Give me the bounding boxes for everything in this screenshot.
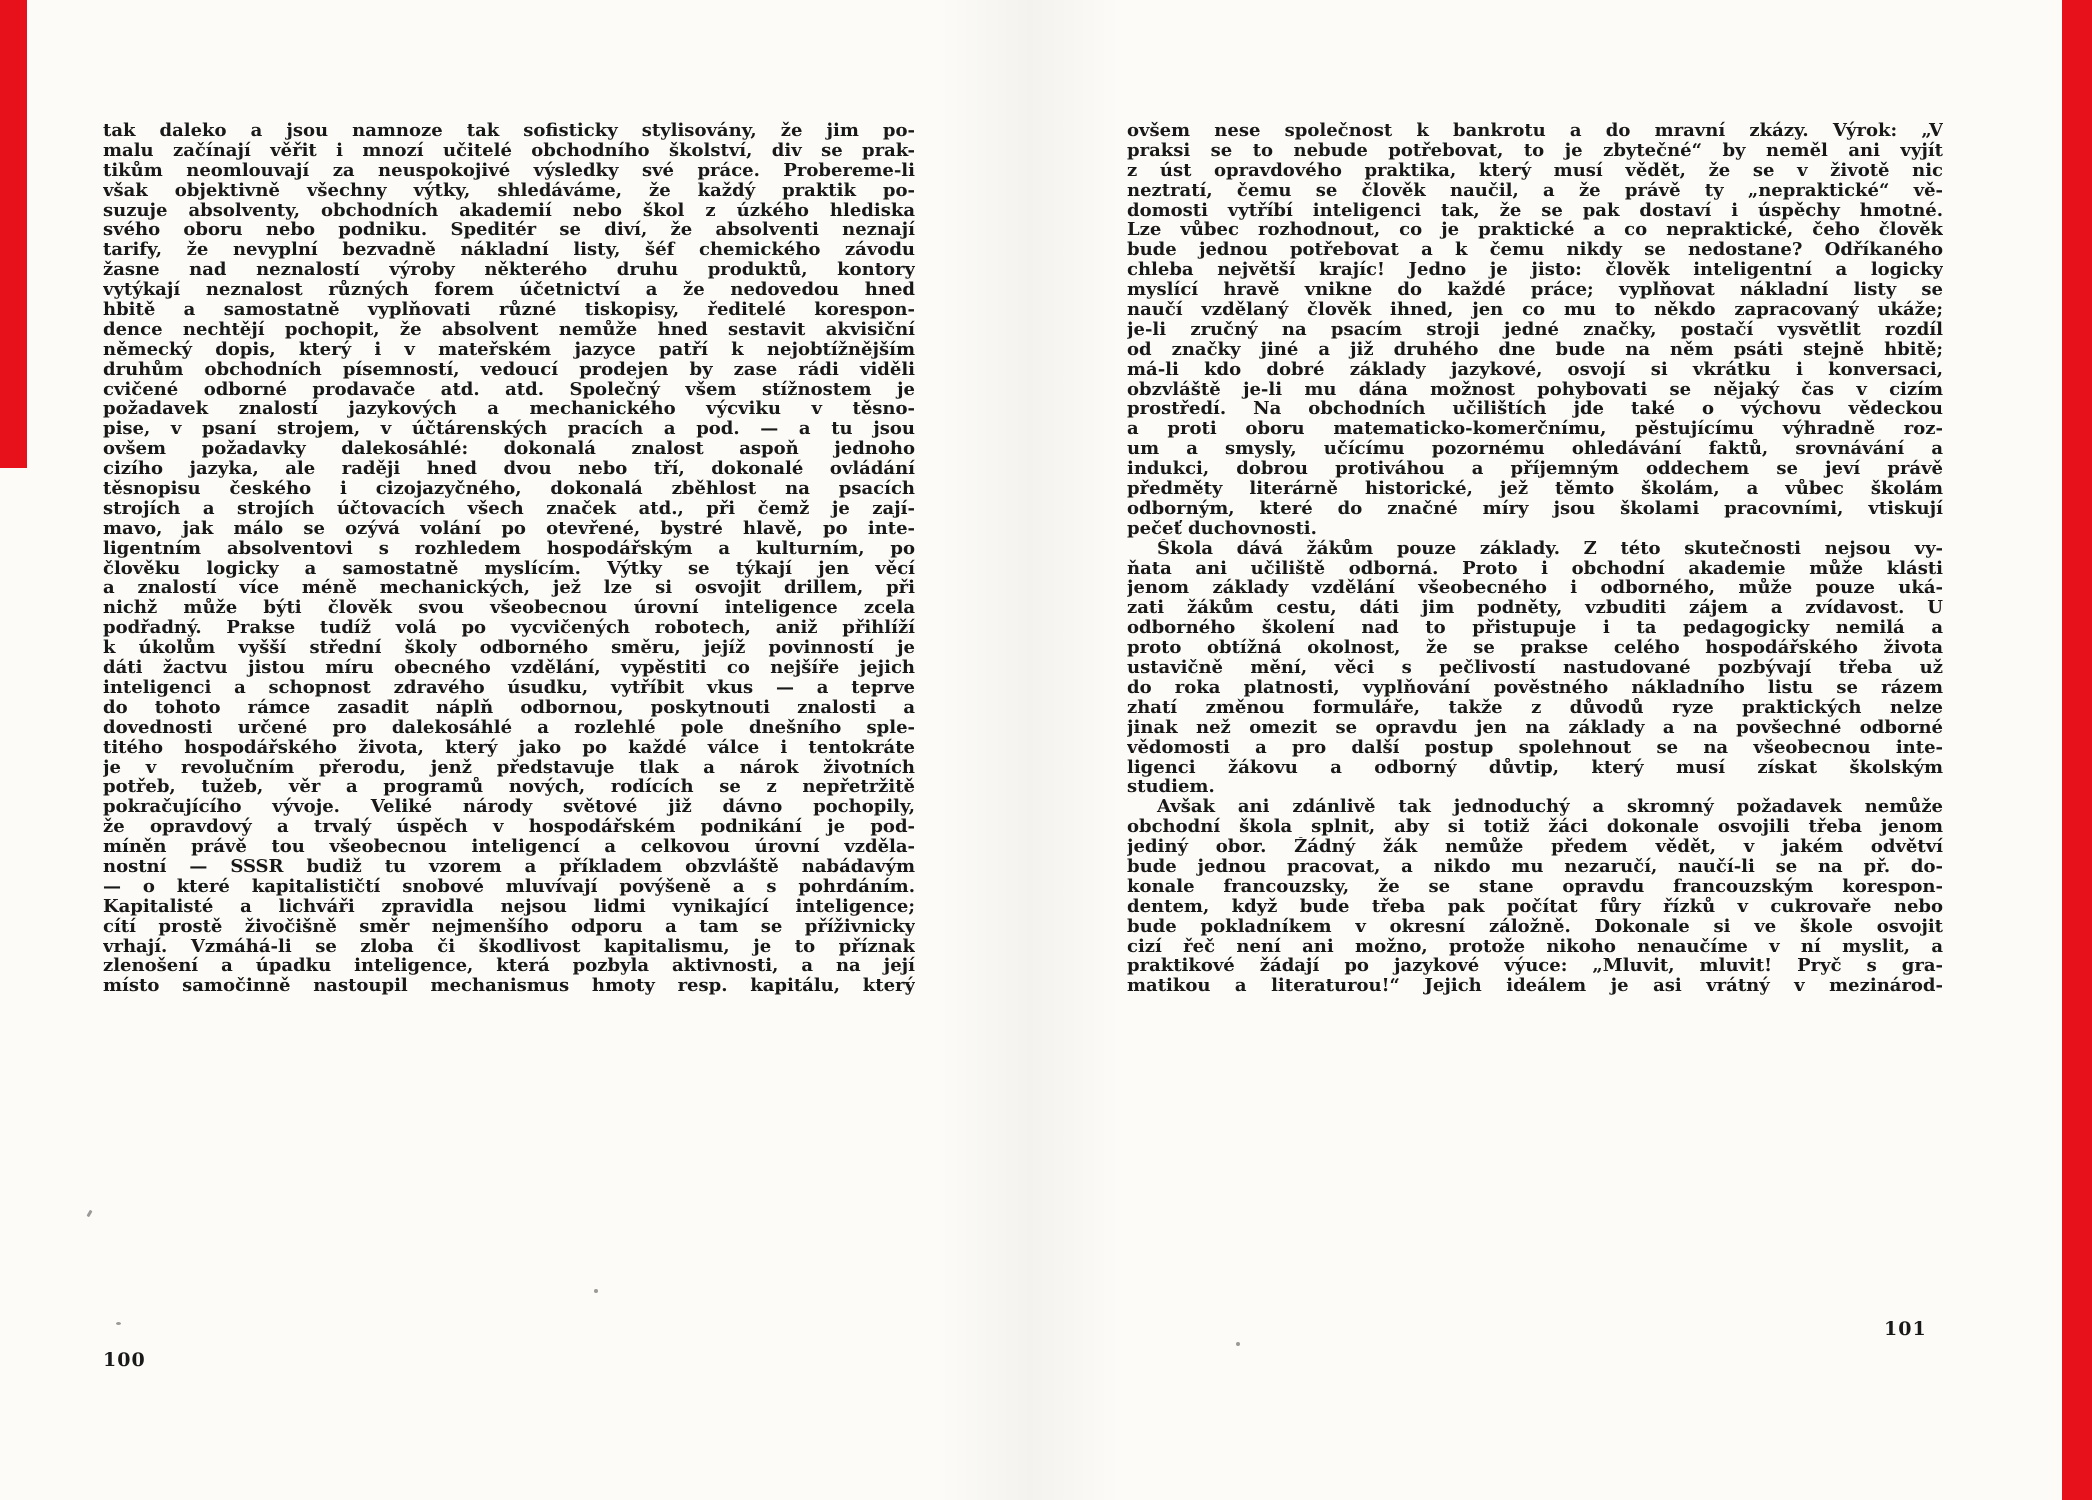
text-line: má-li kdo dobré základy jazykové, osvojí si vkrátku i konversaci, [1127,359,1943,380]
right-page-text [1127,121,1943,996]
text-line: vrhají. Vzmáhá-li se zloba či škodlivost kapitalismu, je to příznak [103,936,915,957]
text-line: druhům obchodních písemností, vedoucí prodejen by zase rádi viděli [103,359,915,380]
text-line: předměty literárně historické, jež těmto školám, a vůbec školám [1127,479,1943,499]
text-line: tak daleko a jsou namnoze tak sofisticky stylisovány, že jim po- [103,121,915,141]
text-line: podřadný. Prakse tudíž volá po vycvičených robotech, aniž přihlíží [103,618,915,639]
text-line: — o které kapitalističtí snobové mluvívají povýšeně a s pohrdáním. [103,876,915,897]
text-line: zhatí změnou formuláře, takže z důvodů ryze praktických nelze [1127,697,1943,718]
scan-speck [86,1210,92,1218]
text-line: dáti žactvu jistou míru obecného vzdělání, vypěstiti co nejšíře jejich [103,658,915,678]
text-line: vytýkají neznalost různých forem účetnictví a že nedovedou hned [103,280,915,301]
text-line: však objektivně všechny výtky, shledáváme, že každý praktik po- [103,180,915,201]
text-line: ovšem nese společnost k bankrotu a do mravní zkázy. Výrok: „V [1127,121,1943,141]
text-line: pise, v psaní strojem, v účtárenských pracích a pod. — a tu jsou [103,419,915,440]
text-line: matikou a literaturou!“ Jejich ideálem je asi vrátný v mezinárod- [1127,976,1943,997]
text-line: ligenci žákovu a odborný důvtip, který musí získat školským [1127,757,1943,778]
page-number-left: 100 [103,1349,146,1371]
text-line: myslící hravě vnikne do každé práce; vyplňovat nákladní listy se [1127,280,1943,301]
text-line: cvičené odborné prodavače atd. atd. Společný všem stížnostem je [103,379,915,400]
text-line: jediný obor. Žádný žák nemůže předem vědět, v jakém odvětví [1127,837,1943,857]
page-number-right: 101 [1884,1318,1927,1340]
text-line: do roka platnosti, vyplňování pověstného nákladního listu se rázem [1127,677,1943,698]
text-line: cizího jazyka, ale raději hned dvou nebo tří, dokonalé ovládání [103,459,915,480]
text-line: ustavičně mění, věci s pečlivostí nastudované pozbývají třeba už [1127,658,1943,678]
text-line: člověku logicky a samostatně myslícím. Výtky se týkají jen věcí [103,558,915,579]
text-line: svého oboru nebo podniku. Speditér se diví, že absolventi neznají [103,220,915,241]
paragraph [1127,121,1943,539]
scan-speck [594,1289,598,1293]
text-line: praksi se to nebude potřebovat, to je zbytečné“ by neměl ani vyjít [1127,140,1943,161]
text-line: strojích a strojích účtovacích všech značek atd., při čemž je zají- [103,498,915,519]
book-cover-edge-left [0,0,27,468]
text-line: titého hospodářského života, který jako po každé válce i tentokráte [103,737,915,758]
text-line: malu začínají věřit i mnozí učitelé obchodního školství, div se prak- [103,140,915,161]
text-line: indukci, dobrou protiváhou a příjemným oddechem se jeví právě [1127,459,1943,480]
text-line: suzuje absolventy, obchodních akademií nebo škol z úzkého hlediska [103,200,915,221]
text-line: obchodní škola splnit, aby si totiž žáci dokonale osvojili třeba jenom [1127,817,1943,838]
text-line: nichž může býti člověk svou všeobecnou úrovní inteligence zcela [103,598,915,619]
text-line: dovednosti určené pro dalekosáhlé a rozlehlé pole dnešního sple- [103,717,915,738]
text-line: německý dopis, který i v mateřském jazyce patří k nejobtížnějším [103,339,915,360]
text-line: těsnopisu českého i cizojazyčného, dokonalá zběhlost na psacích [103,479,915,499]
text-line: ovšem požadavky dalekosáhlé: dokonalá znalost aspoň jednoho [103,439,915,460]
text-line: prostředí. Na obchodních učilištích jde také o výchovu vědeckou [1127,399,1943,420]
text-line: konale francouzsky, že se stane opravdu francouzským korespon- [1127,876,1943,897]
text-line: k úkolům vyšší střední školy odborného směru, jejíž povinností je [103,638,915,659]
paragraph [1127,539,1943,798]
text-line: dence nechtějí pochopit, že absolvent nemůže hned sestavit akvisiční [103,319,915,340]
text-line: tikům neomlouvají za neuspokojivé výsledky své práce. Probereme-li [103,160,915,181]
text-line: je v revolučním přerodu, jenž představuje tlak a nárok životních [103,757,915,778]
text-line: proto obtížná okolnost, že se prakse celého hospodářského života [1127,638,1943,659]
text-line: požadavek znalostí jazykových a mechanického výcviku v těsno- [103,399,915,420]
text-line: od značky jiné a již druhého dne bude na něm psáti stejně hbitě; [1127,339,1943,360]
text-line: Kapitalisté a lichváři zpravidla nejsou lidmi vynikající inteligence; [103,896,915,917]
text-line: Škola dává žákům pouze základy. Z této skutečnosti nejsou vy- [1157,538,1943,559]
text-line: zati žákům cestu, dáti jim podněty, vzbuditi zájem a zvídavost. U [1127,598,1943,619]
text-line: tarify, že nevyplní bezvadně nákladní listy, šéf chemického závodu [103,240,915,261]
text-line: naučí vzdělaný člověk ihned, jen co mu to někdo zapracovaný ukáže; [1127,300,1943,320]
scan-speck [1236,1342,1240,1346]
text-line: Avšak ani zdánlivě tak jednoduchý a skromný požadavek nemůže [1157,797,1943,818]
text-line: nostní — SSSR budiž tu vzorem a příkladem obzvláště nabádavým [103,856,915,877]
text-line: um a smysly, učícímu pozornému ohledávání faktů, srovnávání a [1127,439,1943,460]
text-line: ňata ani učiliště odborná. Proto i obchodní akademie může klásti [1127,558,1943,579]
text-line: jinak než omezit se opravdu jen na základy a na povšechné odborné [1127,717,1943,738]
text-line: místo samočinně nastoupil mechanismus hmoty resp. kapitálu, který [103,976,915,997]
text-line: že opravdový a trvalý úspěch v hospodářském podnikání je pod- [103,817,915,838]
text-line: jenom základy vzdělání všeobecného i odborného, může pouze uká- [1127,578,1943,599]
text-line: cizí řeč není ani možno, protože nikoho nenaučíme v ní myslit, a [1127,936,1943,957]
text-line: dentem, když bude třeba pak počítat fůry řízků v cukrovaře nebo [1127,896,1943,917]
text-line: hbitě a samostatně vyplňovati různé tiskopisy, ředitelé korespon- [103,300,915,320]
text-line: do tohoto rámce zasadit náplň odbornou, poskytnouti znalosti a [103,697,915,718]
left-page-text [103,121,915,996]
text-line: inteligenci a schopnost zdravého úsudku, vytříbit vkus — a teprve [103,677,915,698]
text-line: potřeb, tužeb, věr a programů nových, rodících se z nepřetržitě [103,777,915,798]
text-line: cítí prostě živočišně směr nejmenšího odporu a tam se příživnicky [103,916,915,937]
text-line: ligentním absolventovi s rozhledem hospodářským a kulturním, po [103,538,915,559]
text-line: odborným, které do značné míry jsou školami pracovními, vtiskují [1127,498,1943,519]
text-line: praktikové žádají po jazykové výuce: „Mluvit, mluvit! Pryč s gra- [1127,956,1943,977]
text-line: bude jednou pracovat, a nikdo mu nezaručí, naučí-li se na př. do- [1127,856,1943,877]
text-line: obzvláště je-li mu dána možnost pohybovati se nějaký čas v cizím [1127,379,1943,400]
text-line: bude pokladníkem v okresní záložně. Dokonale si ve škole osvojit [1127,916,1943,937]
text-line: a proti oboru matematicko-komerčnímu, pěstujícímu výhradně roz- [1127,419,1943,440]
text-line: vědomosti a pro další postup spolehnout se na všeobecnou inte- [1127,737,1943,758]
book-cover-edge-right [2062,0,2092,1500]
text-line: Lze vůbec rozhodnout, co je praktické a co nepraktické, čeho člověk [1127,220,1943,241]
text-line: a znalostí více méně mechanických, jež lze si osvojit drillem, při [103,578,915,599]
text-line: míněn právě tou všeobecnou inteligencí a celkovou úrovní vzděla- [103,837,915,857]
text-line: chleba největší krajíc! Jedno je jisto: člověk inteligentní a logicky [1127,260,1943,281]
scan-speck [116,1322,121,1325]
paragraph [1127,797,1943,996]
page-gutter-shadow [940,0,1120,1500]
text-line: žasne nad neznalostí výroby některého druhu produktů, kontory [103,260,915,281]
text-line: pečeť duchovnosti. [1127,518,1317,539]
text-line: neztratí, čemu se člověk naučil, a že právě ty „nepraktické“ vě- [1127,180,1943,201]
text-line: mavo, jak málo se ozývá volání po otevřené, bystré hlavě, po inte- [103,518,915,539]
text-line: zlenošení a úpadku inteligence, která pozbyla aktivnosti, a na její [103,956,915,977]
text-line: studiem. [1127,777,1215,798]
text-line: domosti vytříbí inteligenci tak, že se pak dostaví i úspěchy hmotné. [1127,200,1943,221]
paragraph [103,121,915,996]
text-line: z úst opravdového praktika, který musí vědět, že se v životě nic [1127,160,1943,181]
text-line: bude jednou potřebovat a k čemu nikdy se nedostane? Odříkaného [1127,240,1943,261]
text-line: odborného školení nad to přistupuje i ta pedagogicky nemilá a [1127,618,1943,639]
text-line: je-li zručný na psacím stroji jedné značky, postačí vysvětlit rozdíl [1127,319,1943,340]
text-line: pokračujícího vývoje. Veliké národy světové již dávno pochopily, [103,797,915,818]
